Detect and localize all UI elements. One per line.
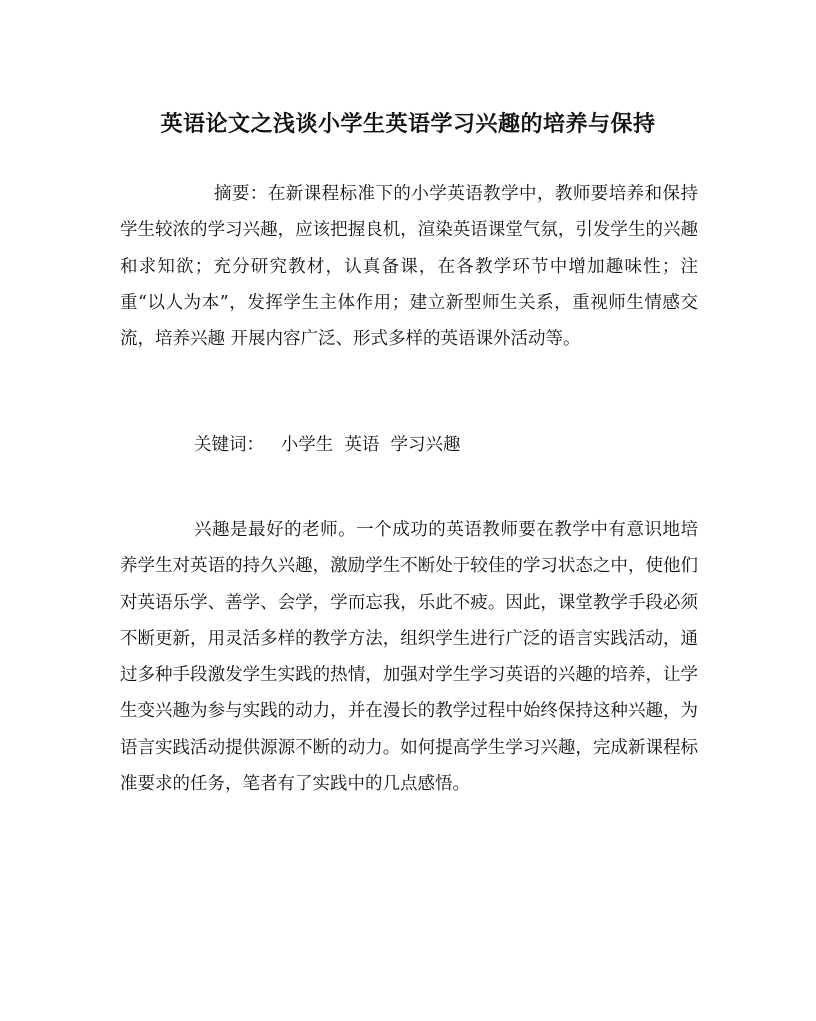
- document-title: 英语论文之浅谈小学生英语学习兴趣的培养与保持: [160, 111, 656, 137]
- body-paragraph: 兴趣是最好的老师。一个成功的英语教师要在教学中有意识地培养学生对英语的持久兴趣，激励学生不断处于较佳的学习状态之中，使他们对英语乐学、善学、会学，学而忘我，乐此不疲。因此，课堂教学手段必须不断更新，用灵活多样的教学方法，组织学生进行广泛的语言实践活动，通过多种手段激发学生实践的热情，加强对学生学习英语的兴趣的培养，让学生变兴趣为参与实践的动力，并在漫长的教学过程中始终保持这种兴趣，为语言实践活动提供源源不断的动力。如何提高学生学习兴趣，完成新课程标准要求的任务，笔者有了实践中的几点感悟。: [120, 520, 698, 795]
- abstract-paragraph: 摘要：在新课程标准下的小学英语教学中，教师要培养和保持学生较浓的学习兴趣，应该把握良机，渲染英语课堂气氛，引发学生的兴趣和求知欲；充分研究教材，认真备课，在各教学环节中增加趣味性；注重“以人为本”，发挥学生主体作用；建立新型师生关系，重视师生情感交流，培养兴趣 开展内容广泛、形式多样的英语课外活动等。: [120, 184, 698, 350]
- keywords-line: 关键词： 小学生 英语 学习兴趣: [194, 435, 461, 455]
